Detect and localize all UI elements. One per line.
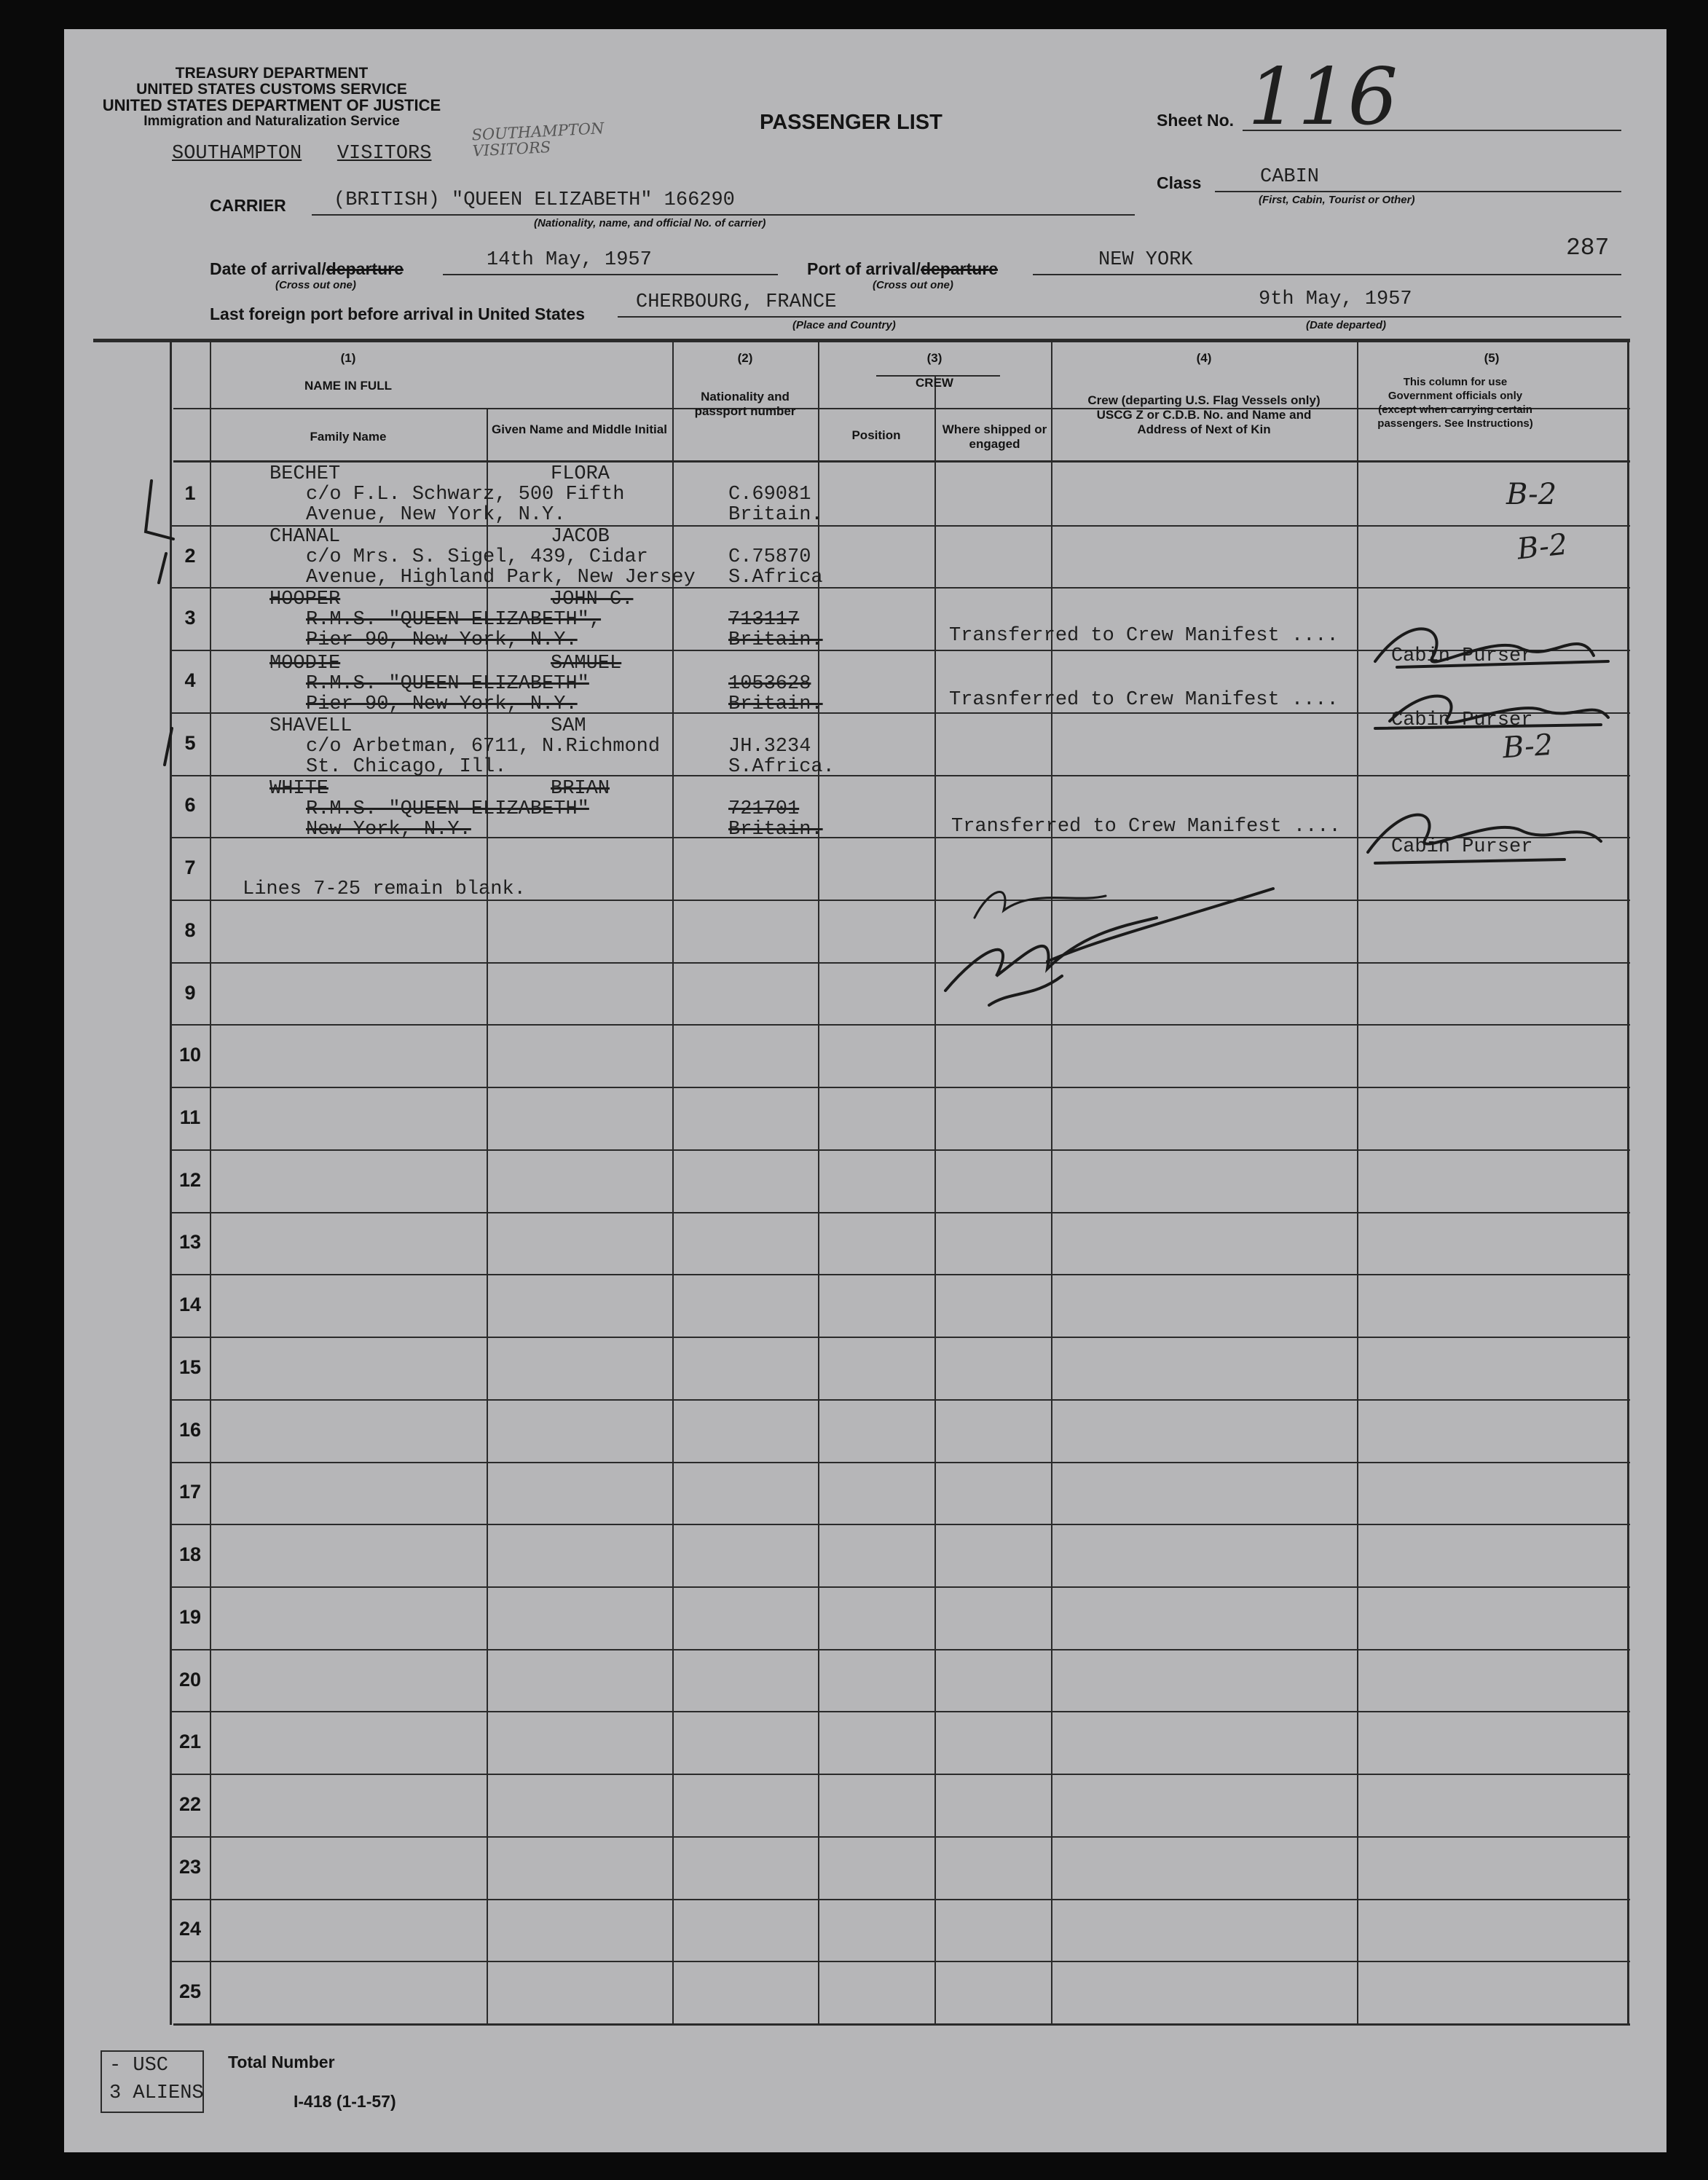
date-caption: (Cross out one) <box>275 279 356 291</box>
form-title: PASSENGER LIST <box>760 111 942 134</box>
row-number: 20 <box>178 1669 202 1691</box>
entry-transfer-note: Trasnferred to Crew Manifest .... <box>949 689 1339 711</box>
entry-nationality: Britain. <box>728 504 823 526</box>
row-number: 5 <box>184 732 196 754</box>
entry-role: Cabin Purser <box>1391 836 1533 858</box>
row-number: 19 <box>178 1606 202 1628</box>
entry-address-2: Pier 90, New York, N.Y. <box>306 693 578 715</box>
col-where-shipped: Where shipped or engaged <box>942 422 1047 451</box>
entry-nationality: Britain. <box>728 693 823 715</box>
row-number: 1 <box>184 482 196 504</box>
entry-transfer-note: Transferred to Crew Manifest .... <box>949 625 1339 647</box>
blank-lines-note: Lines 7-25 remain blank. <box>243 878 526 900</box>
sheet-number-handwritten: 116 <box>1248 52 1398 143</box>
tick-mark <box>146 481 173 539</box>
row-number: 24 <box>178 1918 202 1940</box>
col1-number: (1) <box>340 351 356 365</box>
total-number-label: Total Number <box>228 2053 335 2071</box>
col-family-name: Family Name <box>310 430 387 444</box>
port-label-departure-struck: departure <box>920 259 999 278</box>
row-number: 10 <box>178 1044 202 1066</box>
entry-role: Cabin Purser <box>1391 645 1533 667</box>
row-number: 11 <box>179 1106 201 1128</box>
entry-nationality: Britain. <box>728 819 823 841</box>
handwriting-marks <box>64 29 1666 2152</box>
sheet-label: Sheet No. <box>1157 111 1235 130</box>
agency-line-1: TREASURY DEPARTMENT <box>175 65 369 82</box>
date-label-arrival: Date of arrival/ <box>210 259 326 278</box>
port-caption: (Cross out one) <box>873 279 953 291</box>
entry-address-1: c/o Arbetman, 6711, N.Richmond <box>306 736 661 758</box>
row-number: 15 <box>178 1356 202 1378</box>
col4-number: (4) <box>1196 351 1212 365</box>
row-number: 22 <box>178 1793 202 1815</box>
col1-title: NAME IN FULL <box>304 379 392 393</box>
row-number: 14 <box>178 1294 202 1315</box>
totals-usc: - USC <box>109 2055 169 2077</box>
row-number: 21 <box>178 1731 202 1752</box>
purser-signature <box>1368 815 1601 852</box>
entry-nationality: S.Africa <box>728 567 823 589</box>
entry-given: JOHN C. <box>551 589 634 610</box>
col4-title: Crew (departing U.S. Flag Vessels only) USCG Z or C.D.B. No. and Name and Address of Next of Kin <box>1087 393 1321 436</box>
row-number: 4 <box>184 669 196 691</box>
entry-address-2: Avenue, New York, N.Y. <box>306 504 566 526</box>
entry-family: WHITE <box>269 778 329 800</box>
row-number: 8 <box>184 919 196 941</box>
entry-passport: 713117 <box>728 609 800 631</box>
entry-nationality: S.Africa. <box>728 756 835 778</box>
inspector-signature <box>945 889 1273 991</box>
last-port-caption: (Place and Country) <box>792 319 896 331</box>
col2-title: Nationality and passport number <box>694 390 796 418</box>
entry-address-1: R.M.S. "QUEEN ELIZABETH" <box>306 798 589 820</box>
purser-signature <box>1375 629 1594 661</box>
entry-family: HOOPER <box>269 589 341 610</box>
entry-given: SAMUEL <box>551 653 622 674</box>
class-value: CABIN <box>1260 166 1320 188</box>
entry-passport: 1053628 <box>728 673 811 695</box>
entry-address-1: c/o Mrs. S. Sigel, 439, Cidar <box>306 546 648 568</box>
entry-family: CHANAL <box>269 526 341 548</box>
col-given-name: Given Name and Middle Initial <box>492 422 667 436</box>
agency-line-2: UNITED STATES CUSTOMS SERVICE <box>136 81 407 98</box>
row-number: 3 <box>184 607 196 629</box>
row-number: 25 <box>178 1980 202 2002</box>
entry-passport: C.69081 <box>728 484 811 505</box>
entry-transfer-note: Transferred to Crew Manifest .... <box>951 816 1341 838</box>
col-position: Position <box>851 428 901 442</box>
entry-official-mark: B-2 <box>1515 527 1570 567</box>
col5-number: (5) <box>1484 351 1500 365</box>
entry-given: SAM <box>551 715 586 737</box>
totals-aliens: 3 ALIENS <box>109 2082 204 2104</box>
totals-box <box>101 2050 204 2113</box>
entry-official-mark: B-2 <box>1501 728 1554 766</box>
entry-address-1: c/o F.L. Schwarz, 500 Fifth <box>306 484 625 505</box>
tick-mark <box>159 554 166 583</box>
col2-number: (2) <box>737 351 753 365</box>
entry-given: FLORA <box>551 463 610 485</box>
date-label-departure-struck: departure <box>326 259 404 278</box>
col3-title: CREW <box>916 376 953 390</box>
row-number: 18 <box>178 1543 202 1565</box>
passenger-list-page <box>64 29 1666 2152</box>
tick-mark <box>165 728 172 765</box>
row-number: 12 <box>178 1169 202 1191</box>
form-number: I-418 (1-1-57) <box>294 2092 396 2111</box>
row-number: 16 <box>178 1419 202 1441</box>
carrier-label: CARRIER <box>210 196 286 215</box>
arrival-date: 14th May, 1957 <box>487 249 652 271</box>
entry-family: SHAVELL <box>269 715 353 737</box>
entry-passport: JH.3234 <box>728 736 811 758</box>
col5-title: This column for use Government officials only (except when carrying certain passengers. See Instructions) <box>1377 376 1533 430</box>
agency-line-4: Immigration and Naturalization Service <box>143 114 400 129</box>
row-number: 13 <box>178 1231 202 1253</box>
list-heading-annotation: SOUTHAMPTON VISITORS <box>471 119 605 160</box>
inspector-initials <box>975 892 1106 918</box>
entry-given: BRIAN <box>551 778 610 800</box>
purser-signature <box>1390 696 1608 723</box>
arrival-port: NEW YORK <box>1098 249 1193 271</box>
entry-address-2: St. Chicago, Ill. <box>306 756 507 778</box>
entry-nationality: Britain. <box>728 629 823 651</box>
date-departed-caption: (Date departed) <box>1306 319 1387 331</box>
entry-family: MOODIE <box>269 653 341 674</box>
date-departed: 9th May, 1957 <box>1259 288 1412 310</box>
entry-family: BECHET <box>269 463 341 485</box>
last-port-value: CHERBOURG, FRANCE <box>636 291 837 313</box>
list-heading-type: VISITORS <box>337 143 432 165</box>
entry-passport: 721701 <box>728 798 800 820</box>
stamp-number: 287 <box>1566 235 1610 261</box>
entry-address-2: Avenue, Highland Park, New Jersey <box>306 567 696 589</box>
class-caption: (First, Cabin, Tourist or Other) <box>1259 194 1415 206</box>
entry-address-1: R.M.S. "QUEEN ELIZABETH", <box>306 609 602 631</box>
carrier-value: (BRITISH) "QUEEN ELIZABETH" 166290 <box>334 189 735 211</box>
entry-given: JACOB <box>551 526 610 548</box>
row-number: 23 <box>178 1856 202 1878</box>
entry-address-2: Pier 90, New York, N.Y. <box>306 629 578 651</box>
list-heading-port: SOUTHAMPTON <box>172 143 302 165</box>
entry-official-mark: B-2 <box>1506 478 1557 511</box>
row-number: 7 <box>184 857 196 878</box>
entry-passport: C.75870 <box>728 546 811 568</box>
agency-line-3: UNITED STATES DEPARTMENT OF JUSTICE <box>102 96 441 114</box>
col3-number: (3) <box>926 351 942 365</box>
port-label-arrival: Port of arrival/ <box>807 259 921 278</box>
class-label: Class <box>1157 173 1202 192</box>
row-number: 17 <box>178 1481 202 1503</box>
entry-role: Cabin Purser <box>1391 709 1533 731</box>
carrier-caption: (Nationality, name, and official No. of carrier) <box>534 217 766 229</box>
row-number: 6 <box>184 794 196 816</box>
last-port-label: Last foreign port before arrival in United States <box>210 304 586 323</box>
entry-address-1: R.M.S. "QUEEN ELIZABETH" <box>306 673 589 695</box>
entry-address-2: New York, N.Y. <box>306 819 471 841</box>
row-number: 2 <box>184 545 196 567</box>
row-number: 9 <box>184 982 196 1004</box>
